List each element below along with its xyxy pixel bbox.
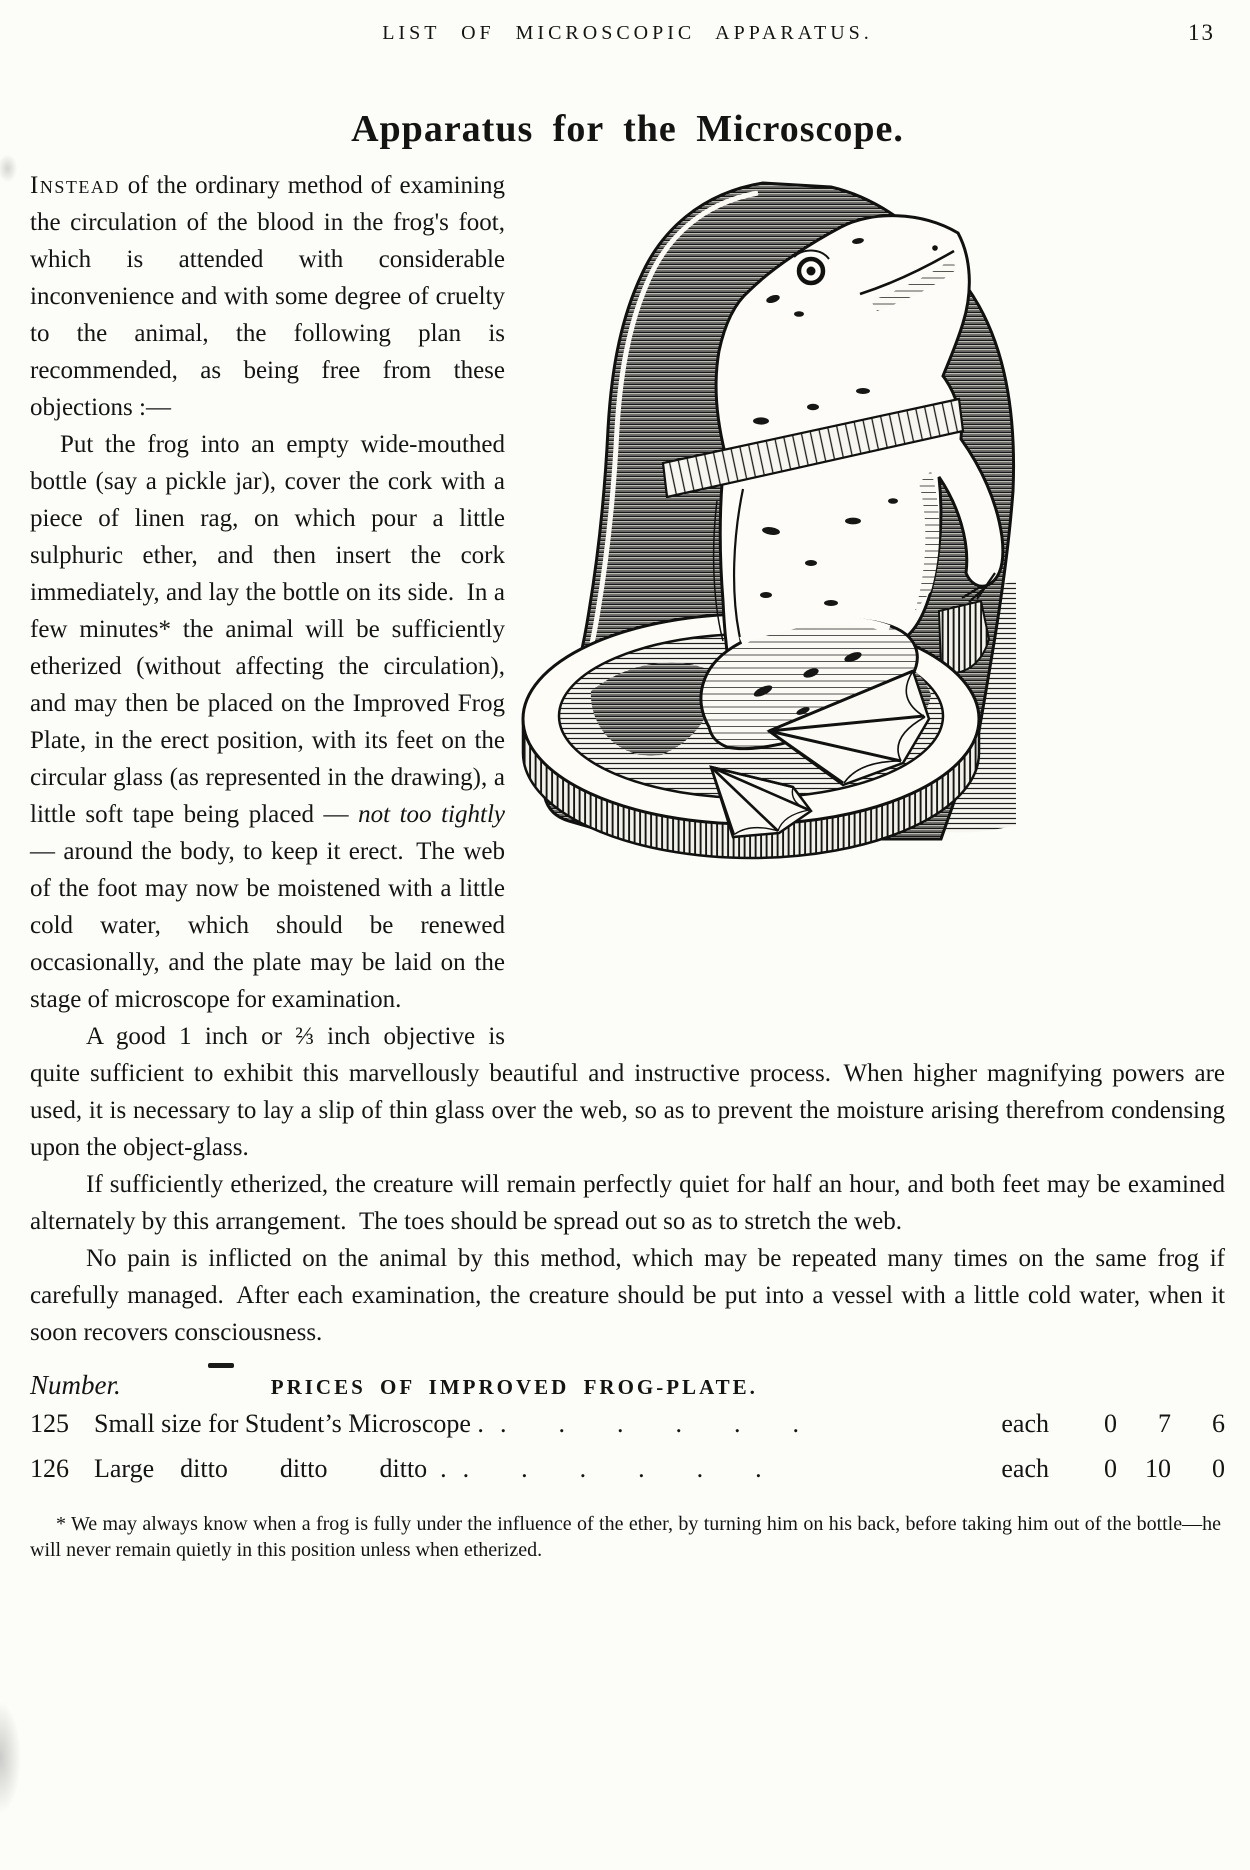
footnote: * We may always know when a frog is fully under the influence of the ether, by turning him on his back, before taking him out of the bottle—he will never remain quietly in this position unless when etherized. (30, 1513, 1221, 1561)
text-run: — around the body, to keep it erect. The web of the foot may now be moistened with a little cold water, which should be renewed occasionally, and the plate may be laid on the stage of microscope for examination. (30, 838, 505, 1013)
paragraph-etherized: If sufficiently etherized, the creature will remain perfectly quiet for half an hour, and both feet may be examined alternately by this arrangement. The toes should be spread out so as to stretch the web. (30, 1171, 1225, 1235)
running-header-text: LIST OF MICROSCOPIC APPARATUS. (382, 22, 873, 44)
text-run: of the ordinary method of examining the circulation of the blood in the frog's foot, which is attended with considerable inconvenience and with some degree of cruelty to the animal, the following plan is recommended, as being free from these objections :— (30, 172, 505, 421)
item-number: 126 (30, 1454, 69, 1483)
page-title: Apparatus for the Microscope. (351, 108, 904, 150)
number-column-label: Number. (30, 1370, 121, 1400)
frog-nostril (932, 245, 938, 251)
running-header (30, 22, 1225, 45)
italic-phrase: not too tightly (358, 801, 505, 828)
each-label: each (1001, 1409, 1049, 1438)
paragraph-no-pain: No pain is inflicted on the animal by this method, which may be repeated many times on the same frog if carefully managed. After each examination, the creature should be put into a vessel with a little cold water, when it soon recovers consciousness. (30, 1245, 1225, 1346)
price-row-125 (30, 1401, 1225, 1446)
page-number: 13 (1188, 20, 1215, 45)
price-pounds: 0 (1104, 1409, 1117, 1438)
paragraph-objective: A good 1 inch or ⅔ inch objective is quite sufficient to exhibit this marvellously beautiful and instructive process. When higher magnifying powers are used, it is necessary to lay a slip of thin glass over the web, so as to prevent the moisture arising therefrom condensing upon the object-glass. (30, 1023, 1225, 1161)
text-run: Put the frog into an empty wide-mouthed bottle (say a pickle jar), cover the cork with a piece of linen rag, on which pour a little sulphuric ether, and then insert the cork immediately, and lay the bottle on its side. In a few minutes* the animal will be sufficiently etherized (without affecting the circulation), and may then be placed on the Improved Frog Plate, in the erect position, with its feet on the circular glass (as represented in the drawing), a little soft tape being placed — (30, 431, 505, 828)
each-label: each (1001, 1454, 1049, 1483)
price-pounds: 0 (1104, 1454, 1117, 1483)
section-separator-dash (208, 1363, 234, 1368)
page-body (30, 167, 1225, 1351)
item-description: Small size for Student’s Microscope . (94, 1409, 484, 1438)
lead-word: Instead (30, 172, 120, 199)
dot-leader: . . . . . . (462, 1454, 762, 1483)
price-shillings: 7 (1158, 1409, 1171, 1438)
price-list (30, 1370, 1225, 1491)
price-pence: 6 (1212, 1409, 1225, 1438)
dot-leader: . . . . . . (499, 1409, 799, 1438)
item-description: Large ditto ditto ditto . (94, 1454, 447, 1483)
price-pence: 0 (1212, 1454, 1225, 1483)
price-row-126 (30, 1446, 1225, 1491)
item-number: 125 (30, 1409, 69, 1438)
frog-plate-engraving (511, 171, 1225, 1016)
price-shillings: 10 (1145, 1454, 1171, 1483)
price-list-heading: PRICES OF IMPROVED FROG-PLATE. (270, 1375, 758, 1399)
price-list-header (30, 1370, 1225, 1401)
frog-plate-engraving-svg (511, 171, 1016, 871)
